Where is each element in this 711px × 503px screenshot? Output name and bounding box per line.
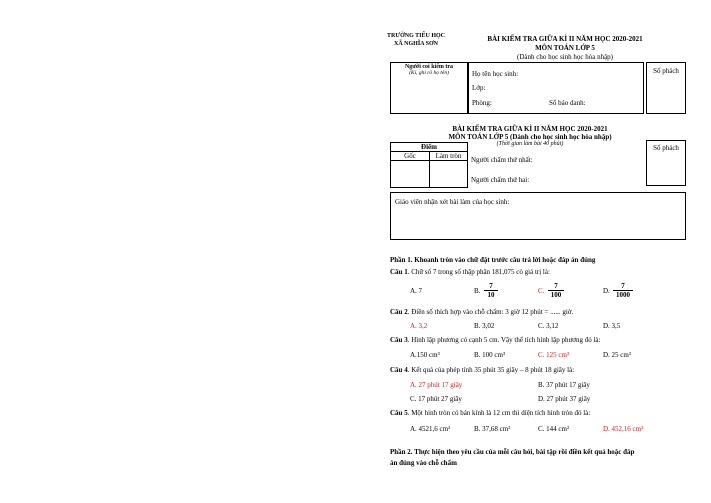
- q1-text: . Chữ số 7 trong số thập phân 181,075 có giá trị là:: [407, 268, 550, 276]
- score-table: [390, 142, 468, 188]
- q1-c-numerator: 7: [548, 282, 564, 291]
- class-label: Lớp:: [472, 84, 486, 92]
- q2-option-a: A. 3,2: [410, 322, 428, 330]
- q1-option-b-fraction: [484, 282, 498, 299]
- comment-box: [390, 192, 686, 240]
- q2: [390, 308, 573, 316]
- q2-option-c: C. 3,12: [538, 322, 559, 330]
- q5-label: Câu 5: [390, 409, 408, 417]
- student-name-label: Họ tên học sinh:: [472, 70, 519, 78]
- q1-c-denominator: 100: [550, 291, 562, 299]
- q1-option-d-fraction: [613, 282, 633, 299]
- score-col-lamtron: Làm tròn: [430, 152, 467, 161]
- score-header: Điểm: [391, 143, 467, 152]
- q1-d-numerator: 7: [613, 282, 633, 291]
- q1-option-b-letter: B.: [474, 287, 481, 295]
- exam-subject-2: MÔN TOÁN LỚP 5 (Dành cho học sinh học hòa nhập): [448, 133, 612, 141]
- part1-title: Phần 1. Khoanh tròn vào chữ đặt trước câu trả lời hoặc đáp án đúng: [390, 256, 596, 264]
- grader1-label: Người chấm thứ nhất:: [471, 156, 533, 164]
- q3: [390, 336, 600, 344]
- comment-label: Giáo viên nhận xét bài làm của học sinh:: [395, 198, 510, 206]
- grader2-label: Người chấm thứ hai:: [471, 176, 530, 184]
- phach-label-2: Số phách: [653, 144, 679, 152]
- q1-option-a: A. 7: [410, 287, 423, 295]
- exam-title-2: BÀI KIỂM TRA GIỮA KÌ II NĂM HỌC 2020-2021: [452, 125, 608, 133]
- score-divider: [429, 160, 430, 187]
- exam-note: (Dành cho học sinh học hòa nhập): [516, 53, 614, 61]
- q3-option-b: B. 100 cm³: [474, 351, 506, 359]
- q5-option-a: A. 4521,6 cm²: [410, 425, 451, 433]
- proctor-box: [390, 62, 468, 114]
- q4-option-c: C. 17 phút 27 giây: [410, 395, 462, 403]
- school-name-line1: TRƯỜNG TIỂU HỌC: [386, 33, 445, 39]
- q4-option-d: D. 27 phút 37 giây: [538, 395, 591, 403]
- school-name-line2: XÃ NGHĨA SƠN: [393, 41, 438, 47]
- q4-label: Câu 4: [390, 366, 408, 374]
- q5-option-b: B. 37,68 cm²: [474, 425, 511, 433]
- q1-option-c-letter: C.: [538, 287, 545, 295]
- room-label: Phòng:: [472, 99, 492, 107]
- q4-text: . Kết quả của phép tính 35 phút 35 giây – 8 phút 18 giây là:: [407, 366, 575, 374]
- phach-box-1: [646, 62, 686, 114]
- q1-d-denominator: 1000: [616, 291, 630, 299]
- part2-line1: Phần 2. Thực hiện theo yêu cầu của mỗi câu hỏi, bài tập rồi điền kết quả hoặc đáp: [390, 448, 635, 456]
- q2-text: . Điền số thích hợp vào chỗ chấm: 3 giờ 12 phút = ...... giờ.: [407, 308, 574, 316]
- q3-label: Câu 3: [390, 336, 408, 344]
- q4-option-b: B. 37 phút 17 giây: [538, 381, 590, 389]
- sbd-label: Số báo danh:: [549, 99, 586, 107]
- q5-option-c: C. 144 cm²: [538, 425, 570, 433]
- student-info-box: [468, 62, 644, 114]
- q1-b-numerator: 7: [484, 282, 498, 291]
- q3-option-d: D. 25 cm³: [603, 351, 631, 359]
- q5-text: . Một hình tròn có bán kính là 12 cm thì diện tích hình tròn đó là:: [407, 409, 591, 417]
- score-col-goc: Gốc: [391, 152, 430, 161]
- q5-option-d: D. 452,16 cm²: [603, 425, 644, 433]
- phach-label-1: Số phách: [653, 67, 679, 75]
- exam-time: (Thời gian làm bài 40 phút): [496, 141, 564, 147]
- q2-label: Câu 2: [390, 308, 408, 316]
- exam-subject: MÔN TOÁN LỚP 5: [535, 44, 595, 52]
- part2-line2: án đúng vào chỗ chấm: [390, 459, 457, 467]
- q3-option-a: A.150 cm³: [410, 351, 440, 359]
- q2-option-d: D. 3,5: [603, 322, 621, 330]
- q5: [390, 409, 590, 417]
- q1-option-c-fraction: [548, 282, 564, 299]
- exam-title: BÀI KIỂM TRA GIỮA KÌ II NĂM HỌC 2020-2021: [487, 35, 643, 43]
- q3-option-c: C. 125 cm³: [538, 351, 570, 359]
- q1-option-d-letter: D.: [603, 287, 610, 295]
- q4-option-a: A. 27 phút 17 giây: [410, 381, 463, 389]
- q2-option-b: B. 3,02: [474, 322, 495, 330]
- phach-box-2: [646, 140, 686, 186]
- q1-b-denominator: 10: [487, 291, 495, 299]
- q4: [390, 366, 574, 374]
- proctor-note: (Kí, ghi rõ họ tên): [409, 70, 449, 76]
- q1: [390, 268, 550, 276]
- proctor-label: Người coi kiểm tra: [404, 64, 454, 70]
- q3-text: . Hình lập phương có cạnh 5 cm. Vậy thể tích hình lập phương đó là:: [407, 336, 601, 344]
- q1-label: Câu 1: [390, 268, 408, 276]
